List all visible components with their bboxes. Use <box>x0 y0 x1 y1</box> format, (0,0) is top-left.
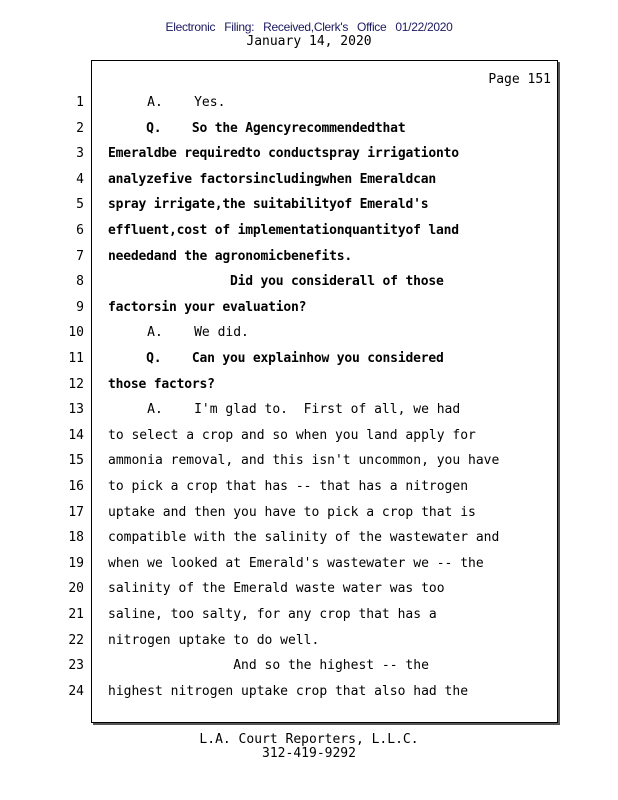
line-text: ammonia removal, and this isn't uncommon, you have <box>108 453 500 469</box>
line-text: Did you considerall of those <box>108 274 444 290</box>
line-number: 14 <box>68 427 84 443</box>
line-text: Q. So the Agencyrecommendedthat <box>108 120 406 136</box>
line-text: saline, too salty, for any crop that has a <box>108 607 437 622</box>
line-number: 2 <box>76 120 84 136</box>
transcript-line <box>0 95 618 115</box>
transcript-line <box>0 249 618 269</box>
transcript-line <box>0 633 618 653</box>
transcript-line <box>0 121 618 141</box>
transcript-line <box>0 607 618 627</box>
line-text: nitrogen uptake to do well. <box>108 632 320 648</box>
transcript-line <box>0 197 618 217</box>
line-number: 8 <box>76 274 84 290</box>
transcript-line <box>0 402 618 422</box>
line-text: effluent,cost of implementationquantityof land <box>108 223 459 238</box>
line-number: 1 <box>76 95 84 110</box>
line-text: to pick a crop that has -- that has a nitrogen <box>108 479 469 494</box>
line-number: 22 <box>68 632 84 648</box>
transcript-line <box>0 581 618 601</box>
line-number: 6 <box>76 223 84 238</box>
line-text: analyzefive factorsincludingwhen Emeraldcan <box>108 171 436 187</box>
reporter-phone: 312-419-9292 <box>262 746 356 761</box>
line-text: And so the highest -- the <box>108 658 429 674</box>
page-number: Page 151 <box>488 72 551 87</box>
line-number: 18 <box>68 530 84 546</box>
line-text: A. I'm glad to. First of all, we had <box>108 402 461 418</box>
line-text: A. We did. <box>108 325 249 341</box>
line-text: Q. Can you explainhow you considered <box>108 351 444 366</box>
line-number: 20 <box>68 581 84 597</box>
transcript-line <box>0 658 618 678</box>
line-text: to select a crop and so when you land apply for <box>108 427 476 443</box>
line-text: salinity of the Emerald waste water was too <box>108 581 445 597</box>
transcript-line <box>0 505 618 525</box>
line-number: 16 <box>68 479 84 494</box>
transcript-line <box>0 172 618 192</box>
transcript-line <box>0 479 618 499</box>
transcript-date: January 14, 2020 <box>246 34 372 49</box>
line-text: compatible with the salinity of the wastewater and <box>108 530 500 546</box>
transcript-line <box>0 300 618 320</box>
transcript-line <box>0 377 618 397</box>
line-number: 4 <box>76 171 84 187</box>
line-text: uptake and then you have to pick a crop that is <box>108 504 476 520</box>
line-number: 21 <box>68 607 84 622</box>
line-text: factorsin your evaluation? <box>108 299 307 315</box>
transcript-line <box>0 325 618 345</box>
transcript-line <box>0 530 618 550</box>
line-text: neededand the agronomicbenefits. <box>108 248 353 264</box>
line-number: 10 <box>68 325 84 341</box>
filing-stamp: Electronic Filing: Received,Clerk's Office 01/22/2020 <box>165 20 453 34</box>
transcript-line <box>0 556 618 576</box>
transcript-line <box>0 274 618 294</box>
line-number: 7 <box>76 248 84 264</box>
line-text: those factors? <box>108 376 215 392</box>
reporter-company: L.A. Court Reporters, L.L.C. <box>199 732 419 747</box>
line-text: Emeraldbe requiredto conductspray irrigationto <box>108 146 459 162</box>
transcript-line <box>0 351 618 371</box>
line-text: when we looked at Emerald's wastewater we -- the <box>108 555 484 571</box>
line-number: 24 <box>68 683 84 699</box>
transcript-line <box>0 223 618 243</box>
line-text: spray irrigate,the suitabilityof Emerald's <box>108 197 429 213</box>
line-number: 11 <box>68 351 84 366</box>
line-number: 23 <box>68 658 84 674</box>
line-number: 9 <box>76 299 84 315</box>
footer <box>0 733 618 761</box>
line-text: A. Yes. <box>108 95 226 110</box>
line-number: 3 <box>76 146 84 162</box>
line-number: 5 <box>76 197 84 213</box>
transcript-line <box>0 428 618 448</box>
line-number: 12 <box>68 376 84 392</box>
line-number: 13 <box>68 402 84 418</box>
line-number: 19 <box>68 555 84 571</box>
line-text: highest nitrogen uptake crop that also had the <box>108 683 469 699</box>
transcript-line <box>0 684 618 704</box>
line-number: 15 <box>68 453 84 469</box>
transcript-line <box>0 146 618 166</box>
line-number: 17 <box>68 504 84 520</box>
transcript-line <box>0 453 618 473</box>
